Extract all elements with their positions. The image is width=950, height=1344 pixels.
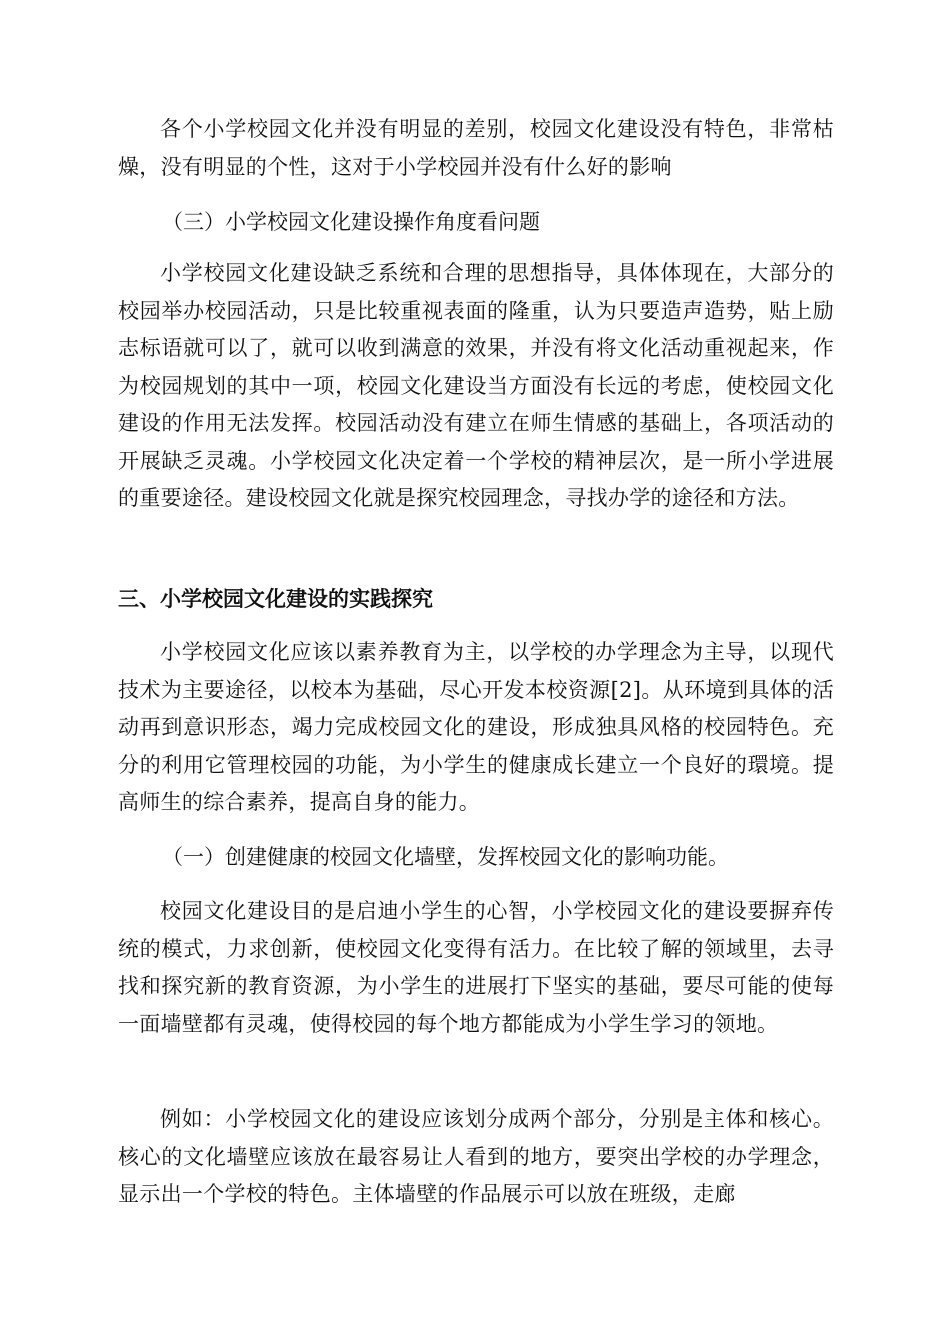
paragraph-quality-education: 小学校园文化应该以素养教育为主，以学校的办学理念为主导，以现代技术为主要途径，以校本为基础，尽心开发本校资源[2]。从环境到具体的活动再到意识形态，竭力完成校园文化的建设，形成独具风格的校园特色。充分的利用它管理校园的功能，为小学生的健康成长建立一个良好的環境。提高师生的综合素养，提高自身的能力。: [118, 640, 834, 814]
section-heading-practice: 三、小学校园文化建设的实践探究: [118, 587, 433, 611]
paragraph-culture-wall-goals: 校园文化建设目的是启迪小学生的心智，小学校园文化的建设要摒弃传统的模式，力求创新，使校园文化变得有活力。在比较了解的领域里，去寻找和探究新的教育资源，为小学生的进展打下坚实的基础，要尽可能的使每一面墙壁都有灵魂，使得校园的每个地方都能成为小学生学习的领地。: [118, 899, 834, 1036]
paragraph-example-wall-layout: 例如：小学校园文化的建设应该划分成两个部分，分别是主体和核心。核心的文化墙壁应该放在最容易让人看到的地方，要突出学校的办学理念，显示出一个学校的特色。主体墙壁的作品展示可以放在班级，走廊: [118, 1107, 834, 1206]
subheading-operation-perspective: （三）小学校园文化建设操作角度看问题: [162, 210, 540, 234]
paragraph-school-culture-differences: 各个小学校园文化并没有明显的差别，校园文化建设没有特色，非常枯燥，没有明显的个性，这对于小学校园并没有什么好的影响: [118, 117, 834, 179]
subheading-culture-walls: （一）创建健康的校园文化墙壁，发挥校园文化的影响功能。: [162, 845, 729, 869]
paragraph-lack-of-guidance: 小学校园文化建设缺乏系统和合理的思想指导，具体体现在，大部分的校园举办校园活动，只是比较重视表面的隆重，认为只要造声造势，贴上励志标语就可以了，就可以收到满意的效果，并没有将文化活动重视起来，作为校园规划的其中一项，校园文化建设当方面没有长远的考虑，使校园文化建设的作用无法发挥。校园活动没有建立在师生情感的基础上，各项活动的开展缺乏灵魂。小学校园文化决定着一个学校的精神层次，是一所小学进展的重要途径。建设校园文化就是探究校园理念，寻找办学的途径和方法。: [118, 261, 834, 510]
